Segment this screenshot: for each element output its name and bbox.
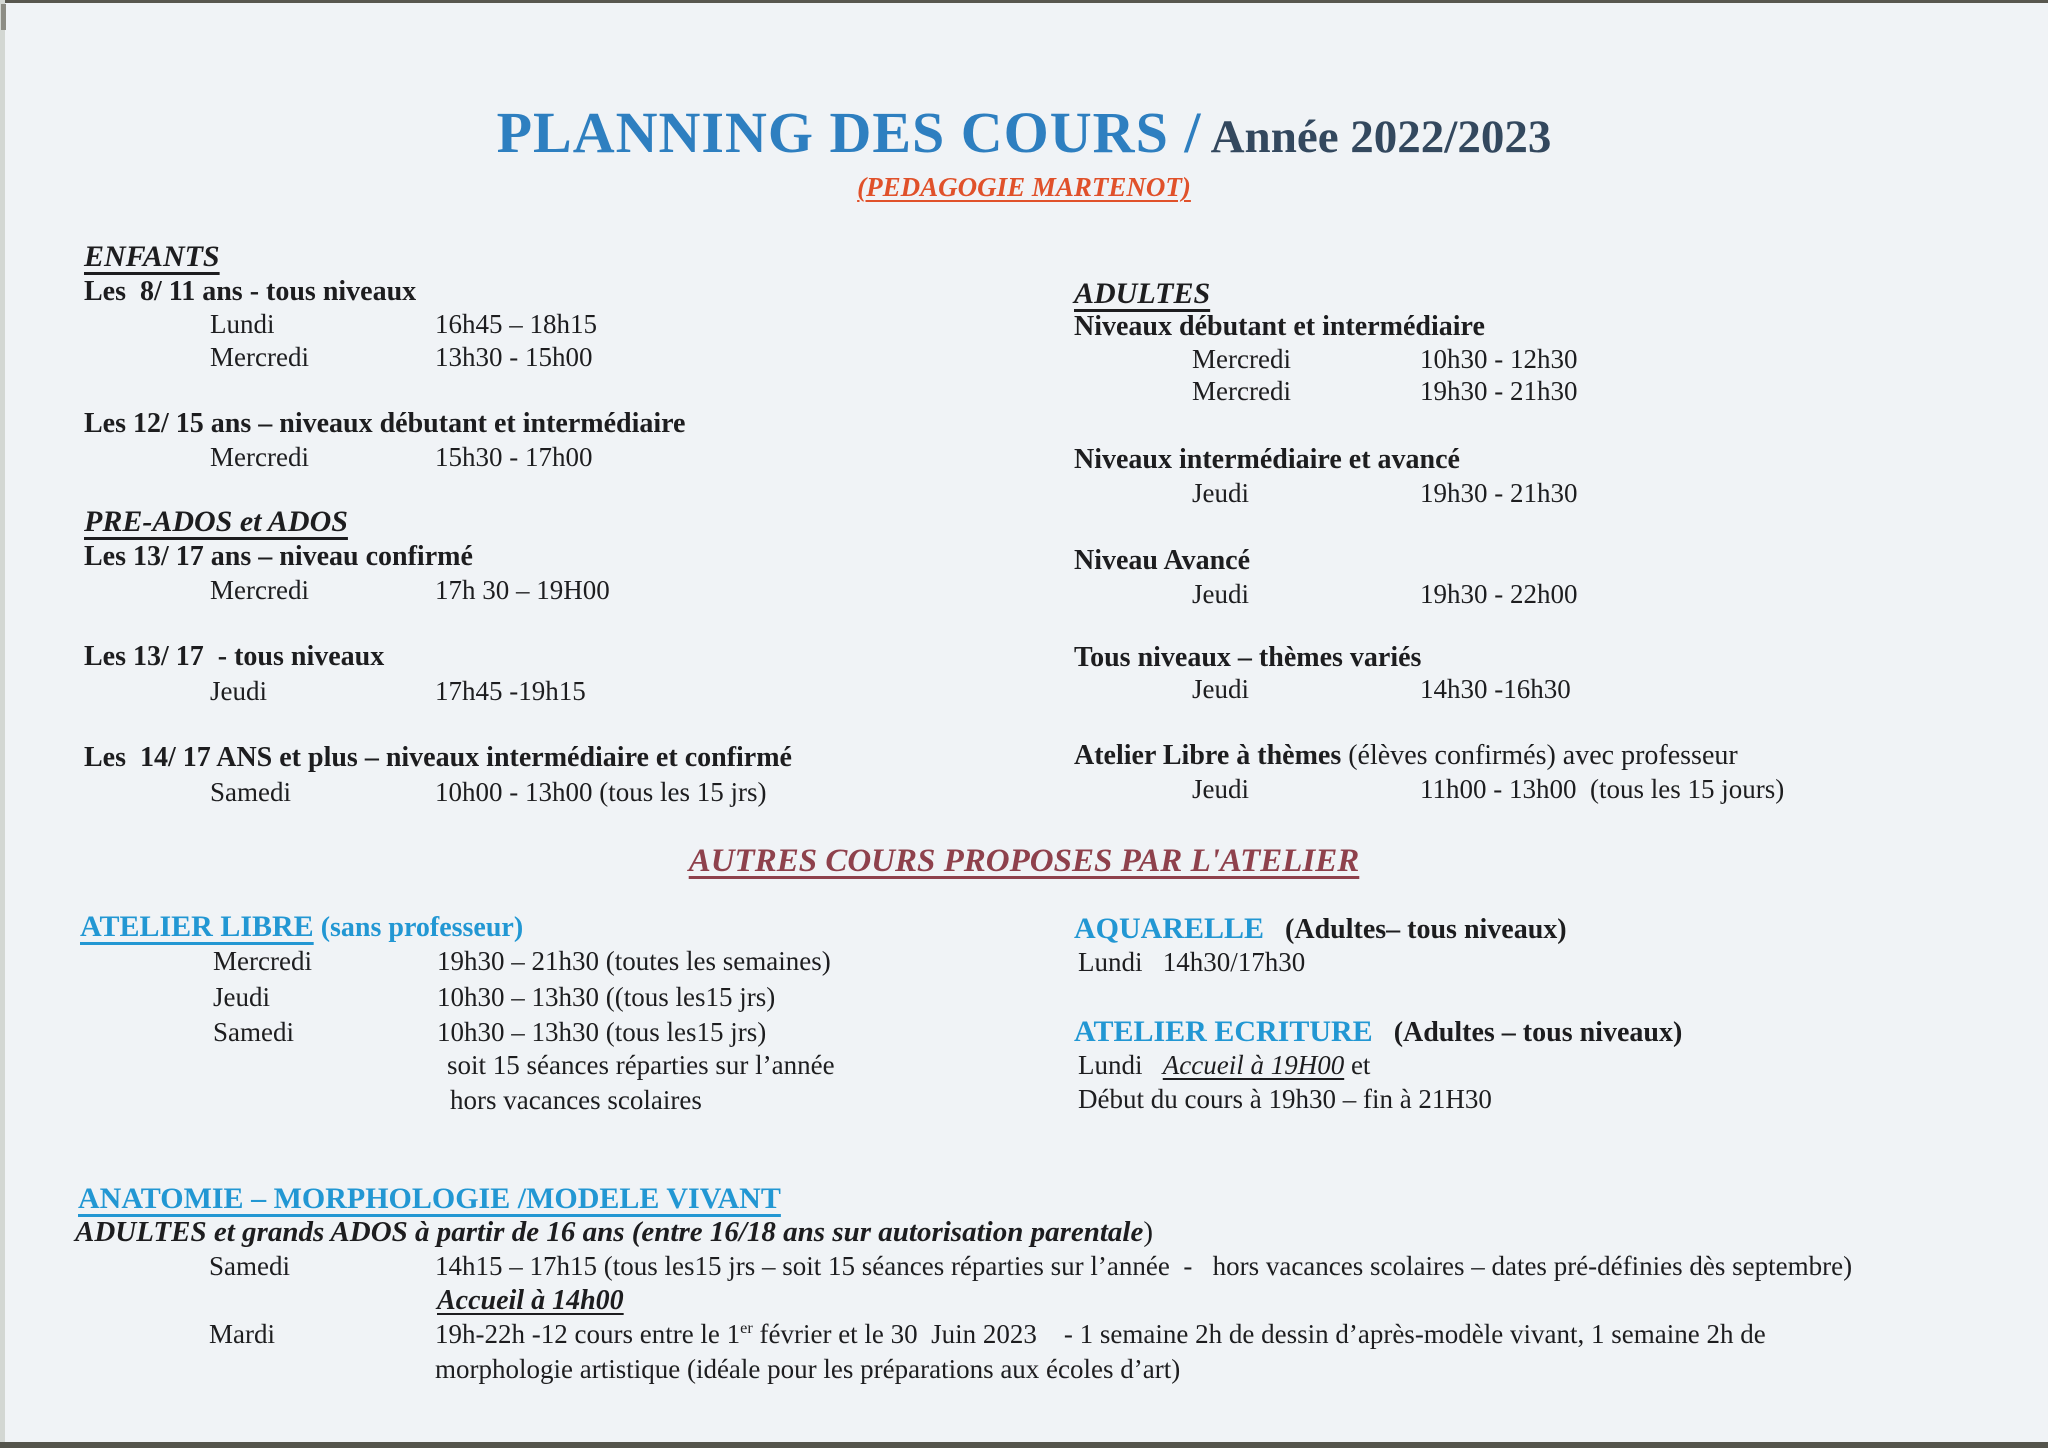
anatomie-mardi-line2: morphologie artistique (idéale pour les préparations aux écoles d’art) xyxy=(435,1354,1181,1384)
schedule-time: 11h00 - 13h00 (tous les 15 jours) xyxy=(1420,774,1785,804)
atelier-libre-title: ATELIER LIBRE xyxy=(80,910,314,943)
schedule-row xyxy=(213,1017,766,1048)
schedule-day: Jeudi xyxy=(213,982,270,1012)
schedule-time: 19h30 - 21h30 xyxy=(1420,478,1578,508)
schedule-row xyxy=(1192,774,1784,805)
schedule-day: Jeudi xyxy=(1192,579,1249,609)
course-title: Tous niveaux – thèmes variés xyxy=(1074,642,1422,673)
scan-edge-bottom xyxy=(0,1442,2048,1448)
course-title: Niveaux débutant et intermédiaire xyxy=(1074,311,1485,342)
schedule-time xyxy=(435,1319,1766,1349)
schedule-row xyxy=(1192,674,1571,705)
course-title: Les 14/ 17 ANS et plus – niveaux intermédiaire et confirmé xyxy=(84,742,792,773)
anatomie-audience-close: ) xyxy=(1143,1216,1154,1248)
scan-edge-top xyxy=(0,0,2048,3)
schedule-day: Jeudi xyxy=(210,676,267,706)
anatomie-accueil: Accueil à 14h00 xyxy=(437,1285,624,1316)
ecriture-line1-post: et xyxy=(1344,1050,1371,1080)
schedule-day: Mercredi xyxy=(210,342,309,372)
schedule-row xyxy=(1192,376,1578,407)
schedule-day: Mercredi xyxy=(1192,344,1291,374)
schedule-day: Mercredi xyxy=(210,575,309,605)
atelier-libre-subtitle: (sans professeur) xyxy=(313,912,524,943)
schedule-day: Mercredi xyxy=(210,442,309,472)
schedule-row xyxy=(1192,579,1578,610)
section-header-enfants: ENFANTS xyxy=(84,240,220,273)
course-title: Niveaux intermédiaire et avancé xyxy=(1074,444,1460,475)
course-title: Les 8/ 11 ans - tous niveaux xyxy=(84,276,417,307)
title-main: PLANNING DES COURS / xyxy=(496,100,1202,165)
ecriture-schedule-line2: Début du cours à 19h30 – fin à 21H30 xyxy=(1078,1084,1492,1114)
document-title xyxy=(0,100,2048,167)
schedule-row xyxy=(210,442,593,473)
schedule-time: 10h30 - 12h30 xyxy=(1420,344,1578,374)
ecriture-day: Lundi xyxy=(1078,1050,1163,1080)
schedule-day: Mercredi xyxy=(1192,376,1291,406)
ecriture-title: ATELIER ECRITURE xyxy=(1074,1015,1373,1048)
aquarelle-heading xyxy=(1074,912,1567,947)
schedule-row xyxy=(1192,344,1578,375)
mardi-time-superscript: er xyxy=(740,1319,753,1337)
schedule-time: 14h15 – 17h15 (tous les15 jrs – soit 15 séances réparties sur l’année - hors vacances scolaires – dates pré-définies dès septembre) xyxy=(435,1251,1853,1281)
schedule-day: Mercredi xyxy=(213,946,312,976)
aquarelle-schedule: Lundi 14h30/17h30 xyxy=(1078,947,1306,977)
schedule-row xyxy=(210,575,610,606)
schedule-time: 17h45 -19h15 xyxy=(435,676,586,706)
schedule-day: Jeudi xyxy=(1192,478,1249,508)
title-year: Année 2022/2023 xyxy=(1201,111,1552,163)
atelier-libre-heading xyxy=(80,910,523,945)
section-header-adultes: ADULTES xyxy=(1074,277,1211,310)
section-header-autres-cours: AUTRES COURS PROPOSES PAR L'ATELIER xyxy=(688,843,1360,879)
schedule-row xyxy=(210,777,766,808)
schedule-time: 19h30 – 21h30 (toutes les semaines) xyxy=(437,946,831,976)
atelier-libre-note: soit 15 séances réparties sur l’année xyxy=(447,1050,835,1080)
mardi-time-post: février et le 30 Juin 2023 - 1 semaine 2h de dessin d’après-modèle vivant, 1 semaine 2h de xyxy=(752,1319,1766,1349)
course-title-mixed xyxy=(1074,740,1738,772)
anatomie-title: ANATOMIE – MORPHOLOGIE /MODELE VIVANT xyxy=(78,1182,781,1215)
course-title-bold: Atelier Libre à thèmes xyxy=(1074,740,1342,771)
course-title: Niveau Avancé xyxy=(1074,545,1251,576)
course-title: Les 13/ 17 - tous niveaux xyxy=(84,641,385,672)
scan-edge-left xyxy=(0,0,5,1448)
course-title: Les 13/ 17 ans – niveau confirmé xyxy=(84,541,473,572)
schedule-time: 19h30 - 22h00 xyxy=(1420,579,1578,609)
schedule-row xyxy=(210,309,597,340)
anatomie-audience-text: ADULTES et grands ADOS à partir de 16 ans (entre 16/18 ans sur autorisation parentale xyxy=(75,1216,1144,1248)
schedule-time: 10h00 - 13h00 (tous les 15 jrs) xyxy=(435,777,767,807)
schedule-row xyxy=(1192,478,1578,509)
ecriture-schedule-line1 xyxy=(1078,1050,1370,1081)
schedule-time: 16h45 – 18h15 xyxy=(435,309,597,339)
schedule-day: Jeudi xyxy=(1192,774,1249,804)
schedule-time: 10h30 – 13h30 (tous les15 jrs) xyxy=(437,1017,767,1047)
mardi-time-pre: 19h-22h -12 cours entre le 1 xyxy=(435,1319,741,1349)
document-subtitle: (PEDAGOGIE MARTENOT) xyxy=(857,172,1191,202)
schedule-time: 13h30 - 15h00 xyxy=(435,342,593,372)
schedule-row xyxy=(209,1251,1852,1282)
course-title: Les 12/ 15 ans – niveaux débutant et intermédiaire xyxy=(84,408,686,439)
schedule-day: Mardi xyxy=(209,1319,275,1349)
schedule-day: Jeudi xyxy=(1192,674,1249,704)
schedule-time: 19h30 - 21h30 xyxy=(1420,376,1578,406)
ecriture-heading xyxy=(1074,1015,1682,1050)
ecriture-accueil: Accueil à 19H00 xyxy=(1162,1050,1345,1080)
schedule-row xyxy=(210,342,593,373)
schedule-day: Samedi xyxy=(213,1017,294,1047)
ecriture-subtitle: (Adultes – tous niveaux) xyxy=(1372,1017,1683,1048)
atelier-libre-note: hors vacances scolaires xyxy=(450,1085,702,1115)
schedule-day: Lundi xyxy=(210,309,275,339)
schedule-row xyxy=(213,982,775,1013)
schedule-row xyxy=(209,1319,1766,1350)
schedule-time: 15h30 - 17h00 xyxy=(435,442,593,472)
schedule-time: 17h 30 – 19H00 xyxy=(435,575,610,605)
schedule-row xyxy=(210,676,586,707)
schedule-day: Samedi xyxy=(210,777,291,807)
scan-edge-notch xyxy=(1,4,6,30)
schedule-day: Samedi xyxy=(209,1251,290,1281)
aquarelle-subtitle: (Adultes– tous niveaux) xyxy=(1264,914,1567,945)
aquarelle-title: AQUARELLE xyxy=(1074,912,1265,945)
anatomie-audience xyxy=(75,1216,1153,1249)
section-header-preados: PRE-ADOS et ADOS xyxy=(84,505,348,538)
schedule-row xyxy=(213,946,831,977)
schedule-time: 10h30 – 13h30 ((tous les15 jrs) xyxy=(437,982,776,1012)
course-title-rest: (élèves confirmés) avec professeur xyxy=(1341,740,1738,771)
schedule-time: 14h30 -16h30 xyxy=(1420,674,1571,704)
